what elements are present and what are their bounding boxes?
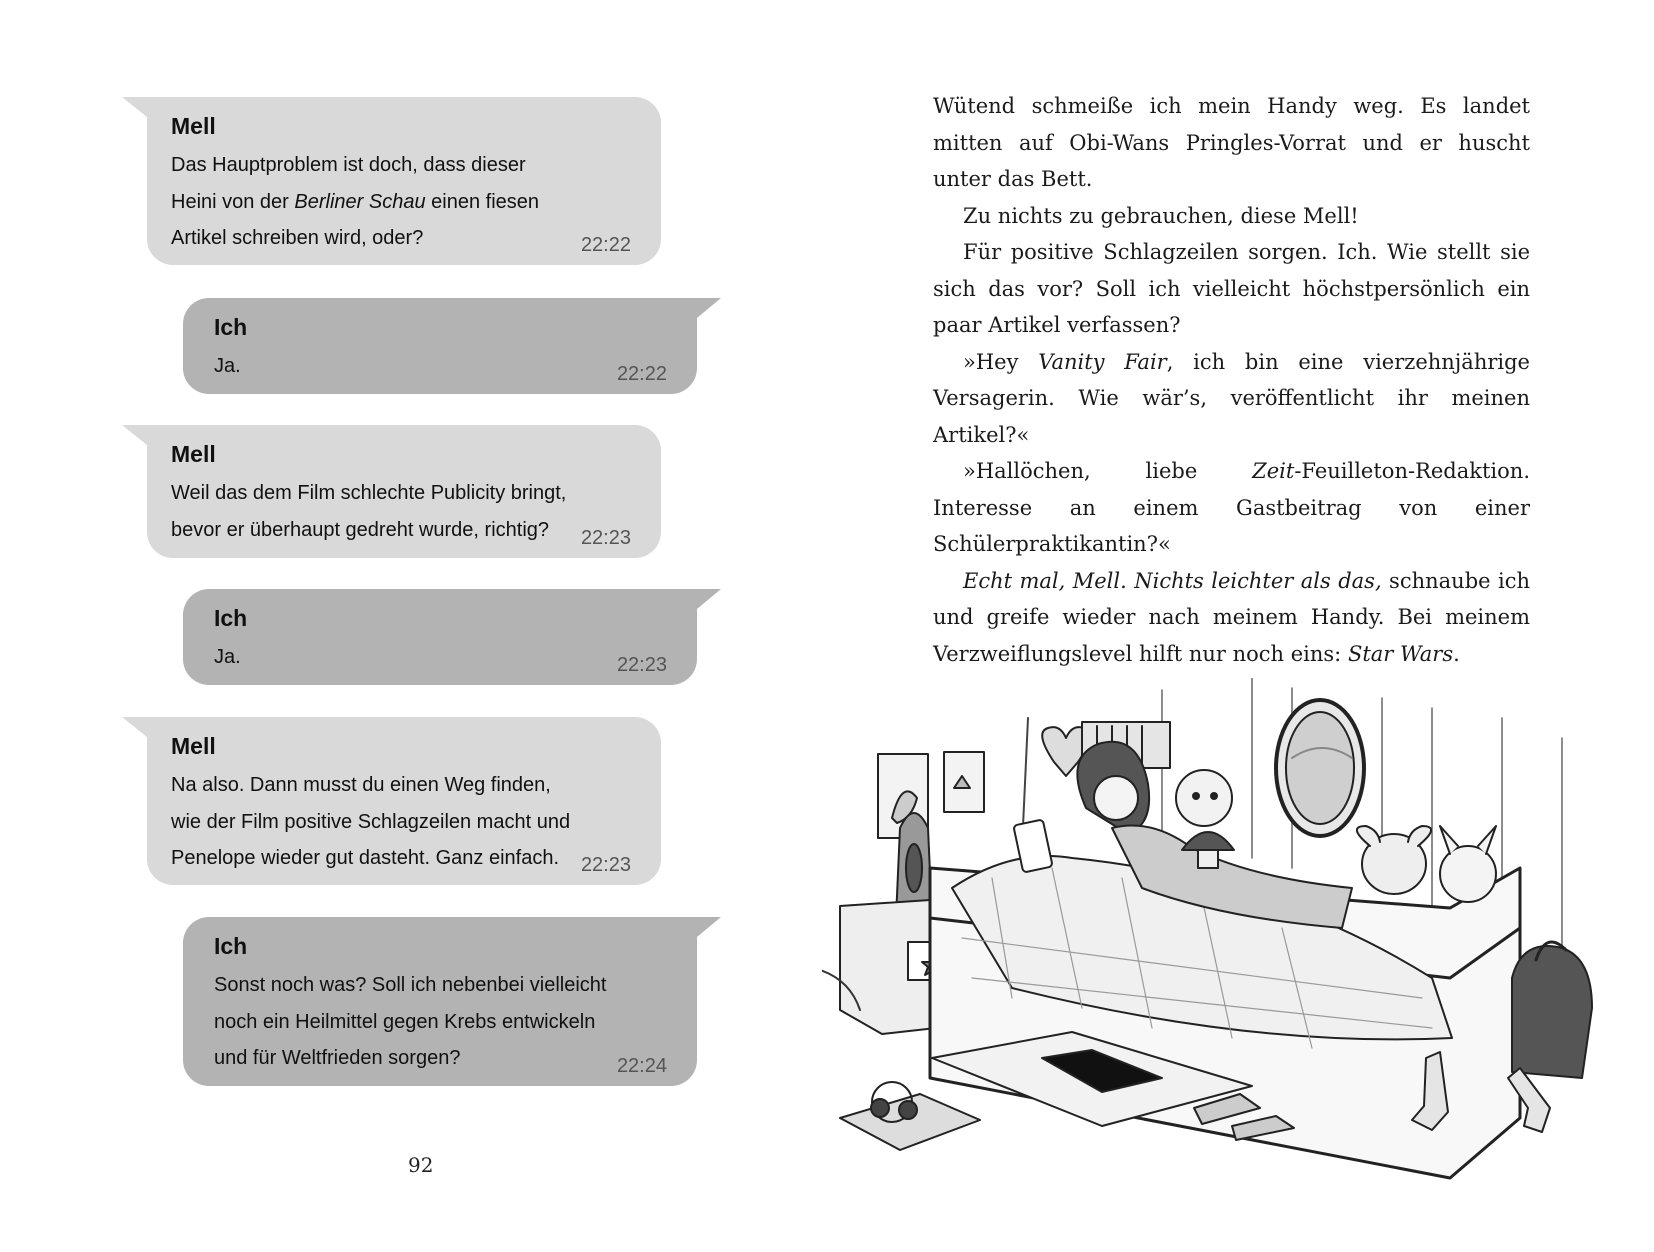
bedroom-illustration [822, 678, 1654, 1218]
octopus-plush-icon [1176, 770, 1232, 826]
chat-message-text: Na also. Dann musst du einen Weg finden, wie der Film positive Schlagzeilen macht und Penelope wieder gut dasteht. Ganz einfach. [171, 774, 571, 869]
chat-bubble-mell [147, 717, 661, 885]
paragraph: Zu nichts zu gebrauchen, diese Mell! [963, 203, 1359, 228]
chat-timestamp: 22:22 [580, 234, 631, 256]
bunny-plush-2-icon [1440, 846, 1496, 902]
chat-timestamp: 22:22 [616, 363, 667, 385]
page-number: 92 [408, 1153, 434, 1177]
prose-text [933, 88, 1530, 672]
chat-bubble-mell [147, 97, 661, 265]
chat-sender: Mell [171, 733, 216, 759]
chat-sender: Mell [171, 441, 216, 467]
mushroom-plush-icon [1182, 832, 1234, 850]
chat-bubble-ich [183, 917, 697, 1086]
chat-timestamp: 22:23 [580, 527, 631, 549]
chat-sender: Mell [171, 113, 216, 139]
chat-timestamp: 22:23 [616, 654, 667, 676]
chat-bubble-mell [147, 425, 661, 558]
chat-timestamp: 22:23 [580, 854, 631, 876]
chat-sender: Ich [214, 605, 248, 631]
girl-face [1094, 776, 1138, 820]
paragraph: »Hey Vanity Fair, ich bin eine vierzehnjährige Versagerin. Wie wär’s, veröffentlicht ihr meinen Artikel?« [933, 349, 1530, 447]
chat-message-text: Ja. [214, 355, 241, 377]
chat-message-text: Weil das dem Film schlechte Publicity bringt, bevor er überhaupt gedreht wurde, richtig? [171, 482, 567, 541]
paragraph: »Hallöchen, liebe Zeit-Feuilleton-Redaktion. Interesse an einem Gastbeitrag von einer Schülerpraktikantin?« [933, 459, 1530, 556]
chat-message-text: Sonst noch was? Soll ich nebenbei vielleicht noch ein Heilmittel gegen Krebs entwickeln und für Weltfrieden sorgen? [214, 974, 607, 1069]
chat-bubble-ich [183, 589, 697, 685]
chat-sender: Ich [214, 314, 248, 340]
chat-message-text: Das Hauptproblem ist doch, dass dieser Heini von der Berliner Schau einen fiesen Artikel schreiben wird, oder? [171, 154, 540, 249]
backpack-icon [1512, 946, 1592, 1078]
chat-sender: Ich [214, 933, 248, 959]
paragraph: Echt mal, Mell. Nichts leichter als das, schnaube ich und greife wieder nach meinem Handy. Bei meinem Verzweiflungslevel hilft nur noch eins: Star Wars. [933, 568, 1531, 666]
paragraph: Wütend schmeiße ich mein Handy weg. Es landet mitten auf Obi-Wans Pringles-Vorrat und er huscht unter das Bett. [933, 94, 1530, 191]
chat-message-text: Ja. [214, 646, 241, 668]
chat-bubble-ich [183, 298, 697, 394]
chat-timestamp: 22:24 [616, 1055, 667, 1077]
paragraph: Für positive Schlagzeilen sorgen. Ich. Wie stellt sie sich das vor? Soll ich vielleicht höchstpersönlich ein paar Artikel verfassen? [933, 240, 1530, 337]
